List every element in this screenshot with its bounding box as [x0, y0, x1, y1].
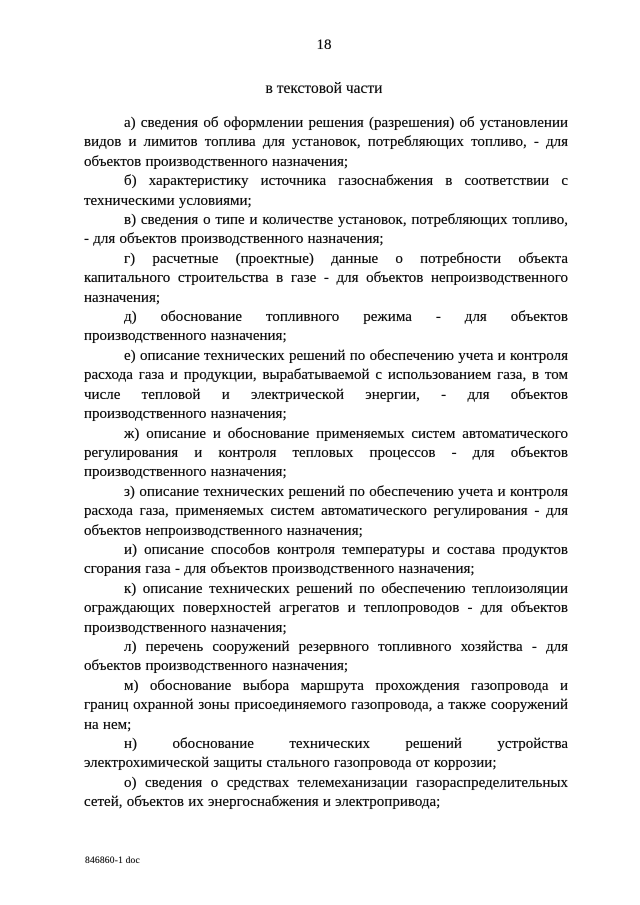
page-number: 18: [316, 37, 332, 53]
list-paragraph: з) описание технических решений по обеспечению учета и контроля расхода газа, применяемых систем автоматического регулирования - для объектов непроизводственного назначения;: [84, 483, 568, 539]
list-paragraph: г) расчетные (проектные) данные о потребности объекта капитального строительства в газе - для объектов непроизводственного назначения;: [84, 250, 568, 306]
list-paragraph: к) описание технических решений по обеспечению теплоизоляции ограждающих поверхностей агрегатов и теплопроводов - для объектов производственного назначения;: [84, 580, 568, 636]
list-paragraph: м) обоснование выбора маршрута прохождения газопровода и границ охранной зоны присоединяемого газопровода, а также сооружений на нем;: [84, 677, 568, 733]
document-body: [84, 114, 568, 813]
list-paragraph: е) описание технических решений по обеспечению учета и контроля расхода газа и продукции, вырабатываемой с использованием газа, в том числе тепловой и электрической энергии, - для объектов производственного назначения;: [84, 347, 568, 423]
list-paragraph: б) характеристику источника газоснабжения в соответствии с техническими условиями;: [84, 173, 568, 209]
list-paragraph: о) сведения о средствах телемеханизации газораспределительных сетей, объектов их энергоснабжения и электропривода;: [84, 774, 568, 811]
footer-doc-id: 846860-1 doc: [85, 856, 140, 866]
list-paragraph: ж) описание и обоснование применяемых систем автоматического регулирования и контроля тепловых процессов - для объектов производственного назначения;: [84, 425, 568, 481]
list-paragraph: и) описание способов контроля температуры и состава продуктов сгорания газа - для объектов производственного назначения;: [84, 541, 568, 578]
list-paragraph: н) обоснование технических решений устройства электрохимической защиты стального газопровода от коррозии;: [84, 736, 568, 772]
list-paragraph: д) обоснование топливного режима - для объектов производственного назначения;: [84, 309, 568, 345]
list-paragraph: л) перечень сооружений резервного топливного хозяйства - для объектов производственного назначения;: [84, 638, 568, 675]
list-paragraph: в) сведения о типе и количестве установок, потребляющих топливо, - для объектов производственного назначения;: [84, 212, 568, 248]
list-paragraph: а) сведения об оформлении решения (разрешения) об установлении видов и лимитов топлива для установок, потребляющих топливо, - для объектов производственного назначения;: [84, 115, 568, 170]
section-heading: в текстовой части: [265, 80, 383, 97]
